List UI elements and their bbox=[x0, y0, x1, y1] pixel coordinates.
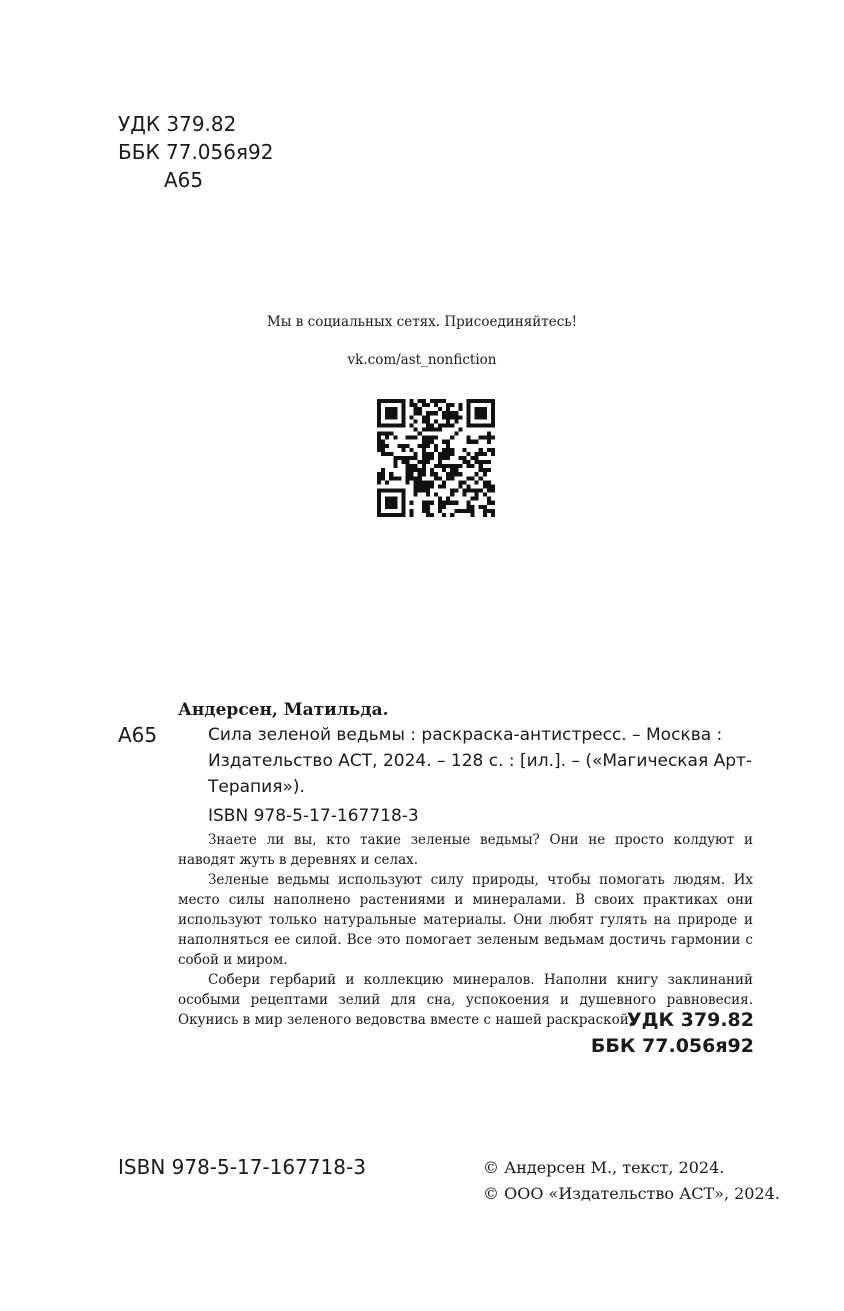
copyright-text: © Андерсен М., текст, 2024. bbox=[483, 1158, 725, 1177]
udk-code: УДК 379.82 bbox=[118, 112, 237, 136]
social-link[interactable]: vk.com/ast_nonfiction bbox=[347, 352, 497, 368]
copyright-block bbox=[483, 1155, 780, 1207]
qr-code-icon[interactable] bbox=[377, 399, 495, 517]
catalog-udk: УДК 379.82 bbox=[626, 1009, 754, 1031]
annotation-paragraph: Зеленые ведьмы используют силу природы, чтобы помогать людям. Их место силы наполнено растениями и минералами. В своих практиках они используют только натуральные материалы. Они любят гулять на природе и наполняться ее силой. Все это помогает зеленым ведьмам достичь гармонии с собой и миром. bbox=[178, 872, 753, 968]
catalog-author-code: А65 bbox=[118, 723, 158, 747]
catalog-author: Андерсен, Матильда. bbox=[178, 700, 389, 720]
catalog-bbk: ББК 77.056я92 bbox=[590, 1035, 754, 1057]
author-code: А65 bbox=[164, 168, 204, 192]
catalog-classification bbox=[591, 1007, 754, 1059]
bbk-code: ББК 77.056я92 bbox=[118, 140, 274, 164]
copyright-publisher: © ООО «Издательство АСТ», 2024. bbox=[483, 1184, 780, 1203]
top-classification bbox=[118, 110, 273, 194]
catalog-description: Сила зеленой ведьмы : раскраска-антистресс. – Москва : Издательство АСТ, 2024. – 128 с. : [ил.]. – («Магическая Арт-Терапия»). bbox=[208, 725, 753, 797]
annotation-paragraph: Собери гербарий и коллекцию минералов. Наполни книгу заклинаний особыми рецептами зелий для сна, успокоения и душевного равновесия. Окунись в мир зеленого ведовства вместе с нашей раскраской! bbox=[178, 972, 753, 1028]
bottom-isbn: ISBN 978-5-17-167718-3 bbox=[118, 1155, 366, 1179]
catalog-isbn: ISBN 978-5-17-167718-3 bbox=[208, 806, 419, 826]
catalog-annotation bbox=[178, 830, 753, 1030]
social-note: Мы в социальных сетях. Присоединяйтесь! bbox=[266, 314, 578, 330]
annotation-paragraph: Знаете ли вы, кто такие зеленые ведьмы? Они не просто колдуют и наводят жуть в деревнях и селах. bbox=[178, 832, 753, 868]
